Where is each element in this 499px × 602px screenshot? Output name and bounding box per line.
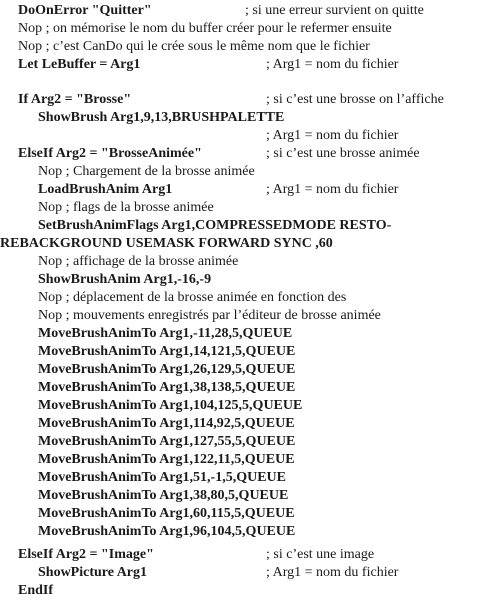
comment-line-flags: Nop ; flags de la brosse animée: [38, 200, 214, 215]
code-line-move-7: MoveBrushAnimTo Arg1,127,55,5,QUEUE: [38, 434, 296, 449]
code-line-loadbrushanim: LoadBrushAnim Arg1: [38, 182, 173, 197]
code-line-move-10: MoveBrushAnimTo Arg1,38,80,5,QUEUE: [38, 488, 289, 503]
code-line-showbrush: ShowBrush Arg1,9,13,BRUSHPALETTE: [38, 110, 285, 125]
code-line-move-5: MoveBrushAnimTo Arg1,104,125,5,QUEUE: [38, 398, 303, 413]
code-line-move-12: MoveBrushAnimTo Arg1,96,104,5,QUEUE: [38, 524, 296, 539]
code-line-showpicture: ShowPicture Arg1: [38, 565, 148, 580]
code-line-move-2: MoveBrushAnimTo Arg1,14,121,5,QUEUE: [38, 344, 296, 359]
comment-dooneerror: ; si une erreur survient on quitte: [245, 3, 424, 18]
comment-line-affichage: Nop ; affichage de la brosse animée: [38, 254, 239, 269]
code-line-endif: EndIf: [18, 583, 54, 598]
comment-line-mouvements: Nop ; mouvements enregistrés par l’éditeur de brosse animée: [38, 308, 381, 323]
comment-loadbrushanim: ; Arg1 = nom du fichier: [266, 182, 399, 197]
comment-line-deplacement: Nop ; déplacement de la brosse animée en fonction des: [38, 290, 347, 305]
code-line-let-buffer: Let LeBuffer = Arg1: [18, 57, 141, 72]
comment-showbrush: ; Arg1 = nom du fichier: [266, 128, 399, 143]
code-line-move-1: MoveBrushAnimTo Arg1,-11,28,5,QUEUE: [38, 326, 293, 341]
comment-showpicture: ; Arg1 = nom du fichier: [266, 565, 399, 580]
code-line-setbrushanimflags: SetBrushAnimFlags Arg1,COMPRESSEDMODE RESTO-: [38, 218, 392, 233]
comment-elseif-brosseanimee: ; si c’est une brosse animée: [266, 146, 420, 161]
comment-line-chargement: Nop ; Chargement de la brosse animée: [38, 164, 255, 179]
code-line-if-brosse: If Arg2 = "Brosse": [18, 92, 132, 107]
code-line-move-6: MoveBrushAnimTo Arg1,114,92,5,QUEUE: [38, 416, 295, 431]
code-line-move-3: MoveBrushAnimTo Arg1,26,129,5,QUEUE: [38, 362, 296, 377]
code-line-setbrushanimflags-cont: REBACKGROUND USEMASK FORWARD SYNC ,60: [0, 236, 333, 251]
comment-elseif-image: ; si c’est une image: [266, 547, 375, 562]
comment-if-brosse: ; si c’est une brosse on l’affiche: [266, 92, 444, 107]
code-line-move-4: MoveBrushAnimTo Arg1,38,138,5,QUEUE: [38, 380, 296, 395]
code-line-elseif-brosseanimee: ElseIf Arg2 = "BrosseAnimée": [18, 146, 202, 161]
comment-let-buffer: ; Arg1 = nom du fichier: [266, 57, 399, 72]
comment-line-cando: Nop ; c’est CanDo qui le crée sous le même nom que le fichier: [18, 39, 370, 54]
code-line-dooneerror: DoOnError "Quitter": [18, 3, 152, 18]
code-line-showbrushanim: ShowBrushAnim Arg1,-16,-9: [38, 272, 212, 287]
comment-line-buffer-memo: Nop ; on mémorise le nom du buffer créer pour le refermer ensuite: [18, 21, 392, 36]
code-line-move-8: MoveBrushAnimTo Arg1,122,11,5,QUEUE: [38, 452, 295, 467]
code-line-move-11: MoveBrushAnimTo Arg1,60,115,5,QUEUE: [38, 506, 295, 521]
code-line-elseif-image: ElseIf Arg2 = "Image": [18, 547, 154, 562]
code-line-move-9: MoveBrushAnimTo Arg1,51,-1,5,QUEUE: [38, 470, 287, 485]
